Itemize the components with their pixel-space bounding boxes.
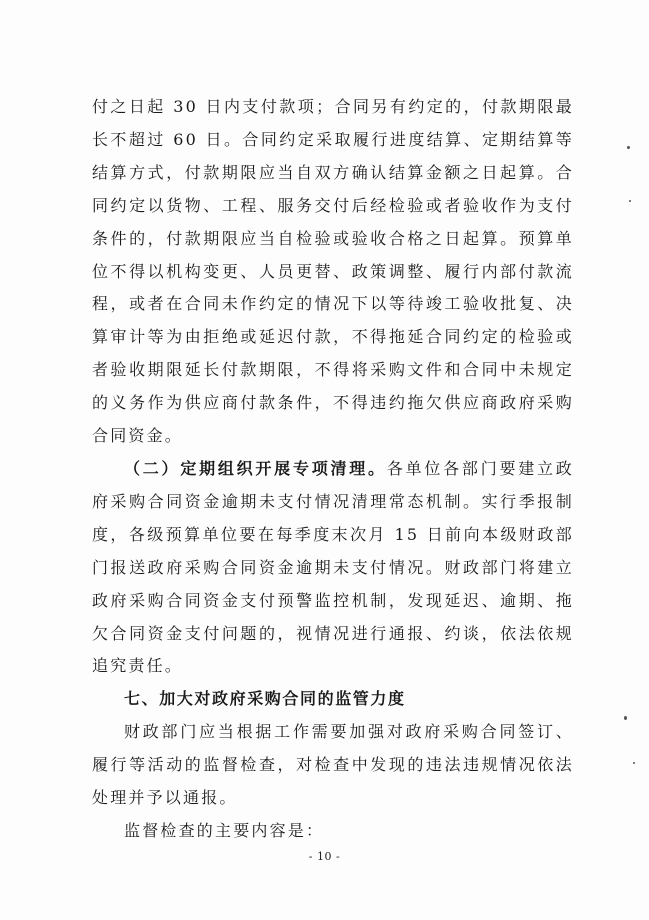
scan-speck <box>624 716 627 720</box>
subsection-heading-2: （二）定期组织开展专项清理。 <box>124 458 387 478</box>
scan-speck <box>627 146 630 149</box>
section-heading-7: 七、加大对政府采购合同的监管力度 <box>124 689 406 709</box>
page-number: - 10 - <box>308 850 341 863</box>
scan-speck <box>633 762 635 764</box>
scan-speck <box>629 200 631 202</box>
paragraph-inspection-intro: 监督检查的主要内容是： <box>124 820 325 840</box>
paragraph-payment-terms: 付之日起 30 日内支付款项；合同另有约定的，付款期限最长不超过 60 日。合同约定采取履行进度结算、定期结算等结算方式，付款期限应当自双方确认结算金额之日起算。合同约定以货物、工程、服务交付后经检验或者验收作为支付条件的，付款期限应当自检验或验收合格之日起算。预算单位不得以机构变更、人员更替、政策调整、履行内部付款流程，或者在合同未作约定的情况下以等待竣工验收批复、决算审计等为由拒绝或延迟付款，不得拖延合同约定的检验或者验收期限延长付款期限，不得将采购文件和合同中未规定的义务作为供应商付款条件，不得违约拖欠供应商政府采购合同资金。 <box>92 97 574 446</box>
paragraph-supervision: 财政部门应当根据工作需要加强对政府采购合同签订、履行等活动的监督检查，对检查中发现的违法违规情况依法处理并予以通报。 <box>92 722 574 808</box>
paragraph-special-cleanup-body: 各单位各部门要建立政府采购合同资金逾期未支付情况清理常态机制。实行季报制度，各级预算单位要在每季度末次月 15 日前向本级财政部门报送政府采购合同资金逾期未支付情况。财政部门将建立政府采购合同资金支付预警监控机制，发现延迟、逾期、拖欠合同资金支付问题的，视情况进行通报、约谈，依法依规追究责任。 <box>92 458 574 676</box>
paragraph-special-cleanup <box>92 453 574 683</box>
document-body <box>92 91 574 848</box>
